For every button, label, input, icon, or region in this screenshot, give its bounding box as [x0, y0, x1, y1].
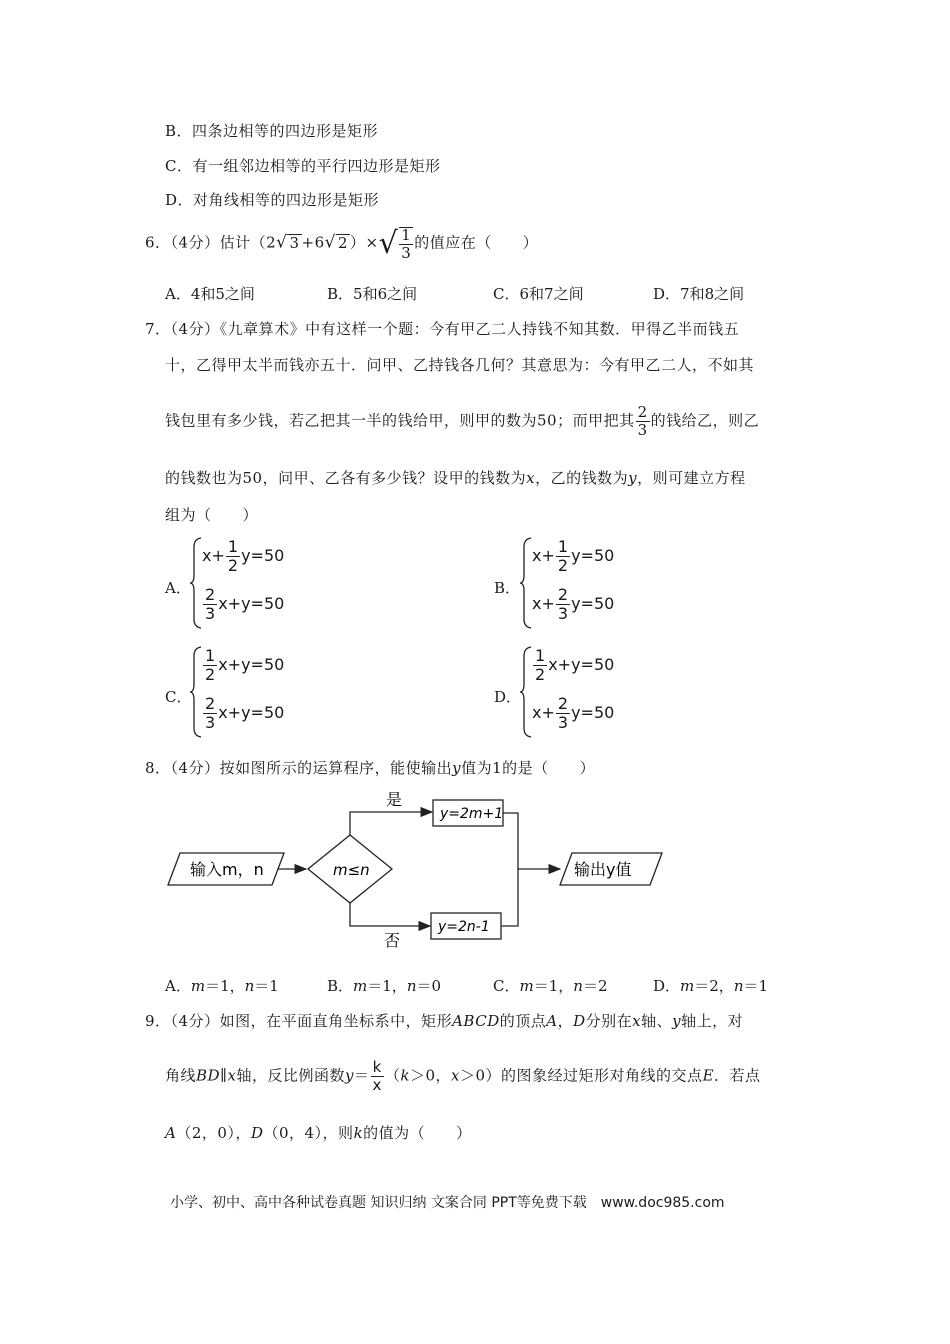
q5-option-b: B．四条边相等的四边形是矩形	[165, 122, 379, 140]
flow-yes-box-text: y=2m+1	[440, 806, 504, 822]
q7-line3: 钱包里有多少钱，若乙把其一半的钱给甲，则甲的数为50；而甲把其 $\frac{2}{3}$ 的钱给乙，则乙	[165, 403, 760, 439]
q9-line1: 9．（4分）如图，在平面直角坐标系中，矩形ABCD的顶点A，D分别在x轴、y轴上，对	[145, 1012, 744, 1030]
q8-option-d: D．m＝2，n＝1	[653, 977, 769, 995]
q7-line5: 组为（ ）	[165, 506, 259, 524]
q7-option-b-system: x+ $\frac{1}{2}$ y=50 x+ $\frac{2}{3}$ y=50	[520, 537, 640, 629]
flow-yes-label: 是	[386, 790, 403, 809]
brace-icon	[190, 537, 202, 629]
flow-input-text: 输入m，n	[190, 860, 264, 879]
q6-option-c: C．6和7之间	[493, 285, 584, 303]
q6-option-a: A．4和5之间	[165, 285, 255, 303]
q5-option-c: C．有一组邻边相等的平行四边形是矩形	[165, 157, 441, 175]
q6-sqrt2: 2	[338, 233, 349, 252]
q5-option-d: D．对角线相等的四边形是矩形	[165, 191, 380, 209]
flow-condition-text: m≤n	[333, 861, 370, 879]
q6-option-b: B．5和6之间	[327, 285, 418, 303]
q7-option-a-label: A．	[165, 579, 191, 597]
q7-line2: 十，乙得甲太半而钱亦五十．问甲、乙持钱各几何？其意思为：今有甲乙二人，不如其	[165, 356, 755, 374]
q7-option-c-system: $\frac{1}{2}$ x+y=50 $\frac{2}{3}$ x+y=50	[190, 646, 310, 738]
q6-sqrt3: 3	[289, 233, 300, 252]
flow-no-box-text: y=2n-1	[438, 919, 490, 935]
q7-option-b-label: B．	[494, 579, 521, 597]
q7-option-a-system: x+ $\frac{1}{2}$ y=50 $\frac{2}{3}$ x+y=50	[190, 537, 310, 629]
brace-icon	[520, 537, 532, 629]
q8-option-c: C．m＝1，n＝2	[493, 977, 608, 995]
flow-output-text: 输出y值	[574, 860, 632, 879]
q6-option-d: D．7和8之间	[653, 285, 745, 303]
q7-option-d-label: D．	[494, 688, 522, 706]
q7-fraction-2-3: $\frac{2}{3}$	[637, 403, 648, 439]
q8-stem: 8．（4分）按如图所示的运算程序，能使输出y值为1的是（ ）	[145, 759, 596, 777]
q9-fraction-k-x: $\frac{k}{x}$	[372, 1058, 382, 1094]
q7-line1: 7．（4分）《九章算术》中有这样一个题：今有甲乙二人持钱不知其数．甲得乙半而钱五	[145, 320, 740, 338]
flow-no-label: 否	[384, 931, 401, 950]
q8-flowchart	[160, 785, 670, 955]
q7-option-d-system: $\frac{1}{2}$ x+y=50 x+ $\frac{2}{3}$ y=50	[520, 646, 640, 738]
q8-option-b: B．m＝1，n＝0	[327, 977, 442, 995]
q8-option-a: A．m＝1，n＝1	[165, 977, 279, 995]
q6-fraction: $\frac{1}{3}$	[401, 225, 412, 262]
brace-icon	[190, 646, 202, 738]
brace-icon	[520, 646, 532, 738]
page-footer: 小学、初中、高中各种试卷真题 知识归纳 文案合同 PPT等免费下载 www.doc985.com	[170, 1195, 725, 1211]
q6-stem: 6．（4分）估计（2√ 3 +6√ 2 ）×√ $\frac{1}{3}$ 的值应在（ ）	[145, 225, 539, 262]
q9-line3: A（2，0），D（0，4），则k的值为（ ）	[165, 1124, 472, 1142]
q7-line4: 的钱数也为50，问甲、乙各有多少钱？设甲的钱数为x，乙的钱数为y，则可建立方程	[165, 469, 746, 487]
q7-option-c-label: C．	[165, 688, 192, 706]
q9-line2: 角线BD∥x轴，反比例函数y＝ $\frac{k}{x}$ （k＞0，x＞0）的图象经过矩形对角线的交点E．若点	[165, 1058, 761, 1094]
